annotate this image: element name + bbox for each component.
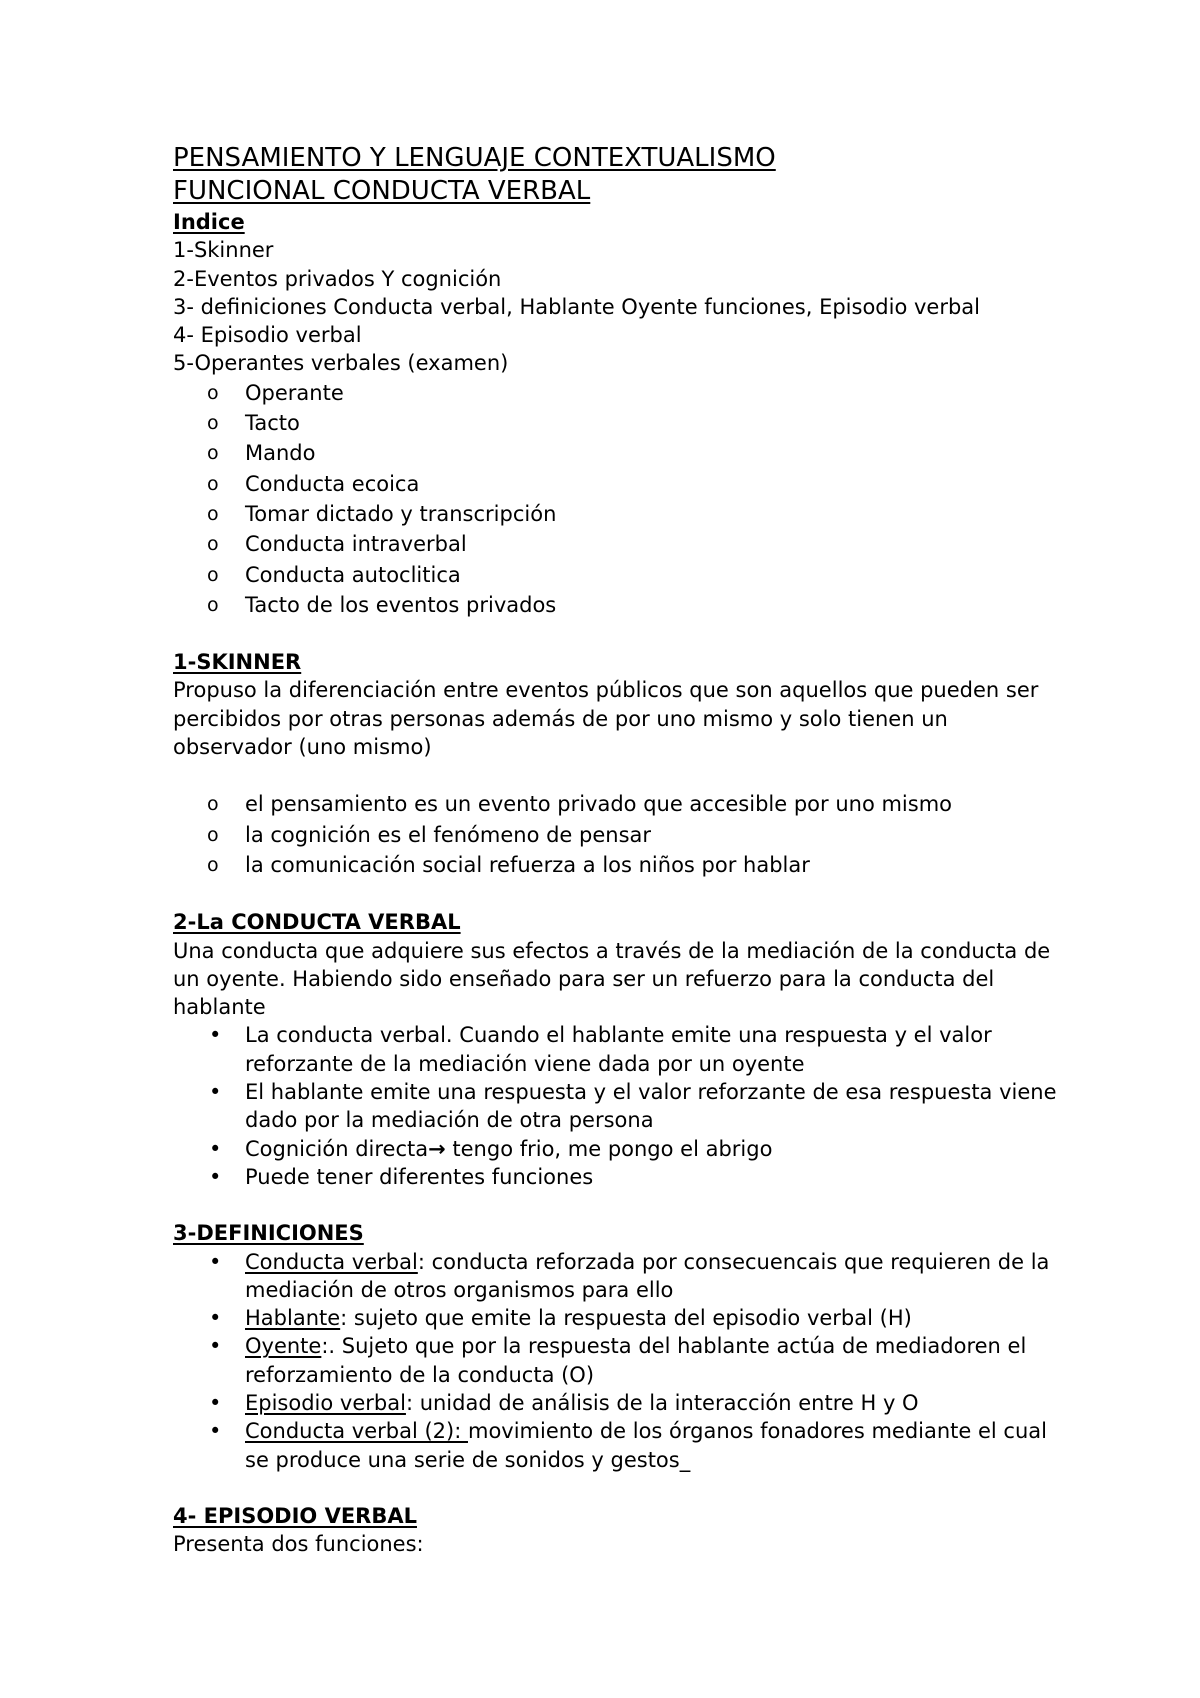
list-item: o Tomar dictado y transcripción [173,499,1073,529]
section-1-paragraph: Propuso la diferenciación entre eventos públicos que son aquellos que pueden ser percibidos por otras personas además de por uno mismo y solo tienen un observador (uno mismo) [173,678,1039,760]
list-item: • Conducta verbal (2): movimiento de los órganos fonadores mediante el cual se produce una serie de sonidos y gestos_ [209,1419,1047,1472]
disc-bullet-icon: • [209,1306,222,1331]
definition-term: Episodio verbal [245,1390,406,1415]
list-item: • Hablante: sujeto que emite la respuesta del episodio verbal (H) [173,1304,1073,1332]
list-item: o Mando [173,438,1073,468]
circle-bullet-icon: o [207,442,219,465]
circle-bullet-icon: o [207,412,219,435]
disc-bullet-icon: • [209,1164,222,1189]
section-2-paragraph: Una conducta que adquiere sus efectos a través de la mediación de la conducta de un oyente. Habiendo sido enseñado para ser un refuerzo para la conducta del hablante [173,938,1051,1020]
circle-bullet-icon: o [207,502,219,525]
circle-bullet-icon: o [207,563,219,586]
spacer [173,620,1073,648]
disc-bullet-icon: • [209,1023,222,1048]
disc-bullet-icon: • [209,1136,222,1161]
list-item: • Oyente:. Sujeto que por la respuesta del hablante actúa de mediadoren el reforzamiento de la conducta (O) [209,1334,1027,1387]
list-item: o Conducta ecoica [173,469,1073,499]
index-item: 4- Episodio verbal [173,323,362,348]
definition-term: Conducta verbal [245,1249,418,1274]
list-item: o Conducta autoclitica [173,560,1073,590]
document-title-line-2: FUNCIONAL CONDUCTA VERBAL [173,176,591,206]
document-page [173,142,1073,1558]
section-2-list [173,1021,1073,1191]
list-item: o Operante [173,378,1073,408]
index-item: 1-Skinner [173,238,274,263]
list-item: o Conducta intraverbal [173,529,1073,559]
circle-bullet-icon: o [207,853,219,876]
list-item: o el pensamiento es un evento privado que accesible por uno mismo [173,789,1073,819]
disc-bullet-icon: • [209,1249,222,1274]
section-3-heading: 3-DEFINICIONES [173,1221,364,1246]
operantes-sublist [173,378,1073,620]
section-1-list [173,789,1073,880]
list-item: • Conducta verbal: conducta reforzada por consecuencais que requieren de la mediación de otros organismos para ello [209,1249,1050,1302]
document-title-line-1: PENSAMIENTO Y LENGUAJE CONTEXTUALISMO [173,143,776,173]
index-item: 2-Eventos privados Y cognición [173,266,502,291]
list-item: • Puede tener diferentes funciones [173,1163,1073,1191]
index-item: 3- definiciones Conducta verbal, Hablante Oyente funciones, Episodio verbal [173,294,980,319]
spacer [173,761,1073,789]
spacer [173,1191,1073,1219]
index-list [173,236,1073,377]
section-4-heading: 4- EPISODIO VERBAL [173,1503,417,1528]
list-item: o la comunicación social refuerza a los niños por hablar [173,850,1073,880]
circle-bullet-icon: o [207,381,219,404]
disc-bullet-icon: • [209,1334,222,1359]
index-item: 5-Operantes verbales (examen) [173,351,509,376]
index-heading: Indice [173,210,245,234]
list-item: • La conducta verbal. Cuando el hablante emite una respuesta y el valor reforzante de la mediación viene dada por un oyente [209,1023,992,1076]
section-3-list [173,1248,1073,1474]
circle-bullet-icon: o [207,823,219,846]
list-item: o la cognición es el fenómeno de pensar [173,820,1073,850]
disc-bullet-icon: • [209,1080,222,1105]
circle-bullet-icon: o [207,593,219,616]
spacer [173,1474,1073,1502]
section-4-paragraph: Presenta dos funciones: [173,1532,424,1557]
circle-bullet-icon: o [207,793,219,816]
definition-term: Oyente [245,1334,322,1359]
spacer [173,880,1073,908]
disc-bullet-icon: • [209,1419,222,1444]
list-item: • Episodio verbal: unidad de análisis de la interacción entre H y O [173,1389,1073,1417]
disc-bullet-icon: • [209,1390,222,1415]
circle-bullet-icon: o [207,533,219,556]
definition-term: Hablante [245,1306,341,1331]
list-item: o Tacto de los eventos privados [173,590,1073,620]
circle-bullet-icon: o [207,472,219,495]
list-item: o Tacto [173,408,1073,438]
section-2-heading: 2-La CONDUCTA VERBAL [173,910,461,935]
right-arrow-icon: → [428,1136,446,1161]
section-1-heading: 1-SKINNER [173,650,302,675]
list-item: • Cognición directa→ tengo frio, me pongo el abrigo [173,1135,1073,1163]
definition-term: Conducta verbal (2): [245,1419,468,1444]
list-item: • El hablante emite una respuesta y el valor reforzante de esa respuesta viene dado por la mediación de otra persona [209,1080,1057,1133]
